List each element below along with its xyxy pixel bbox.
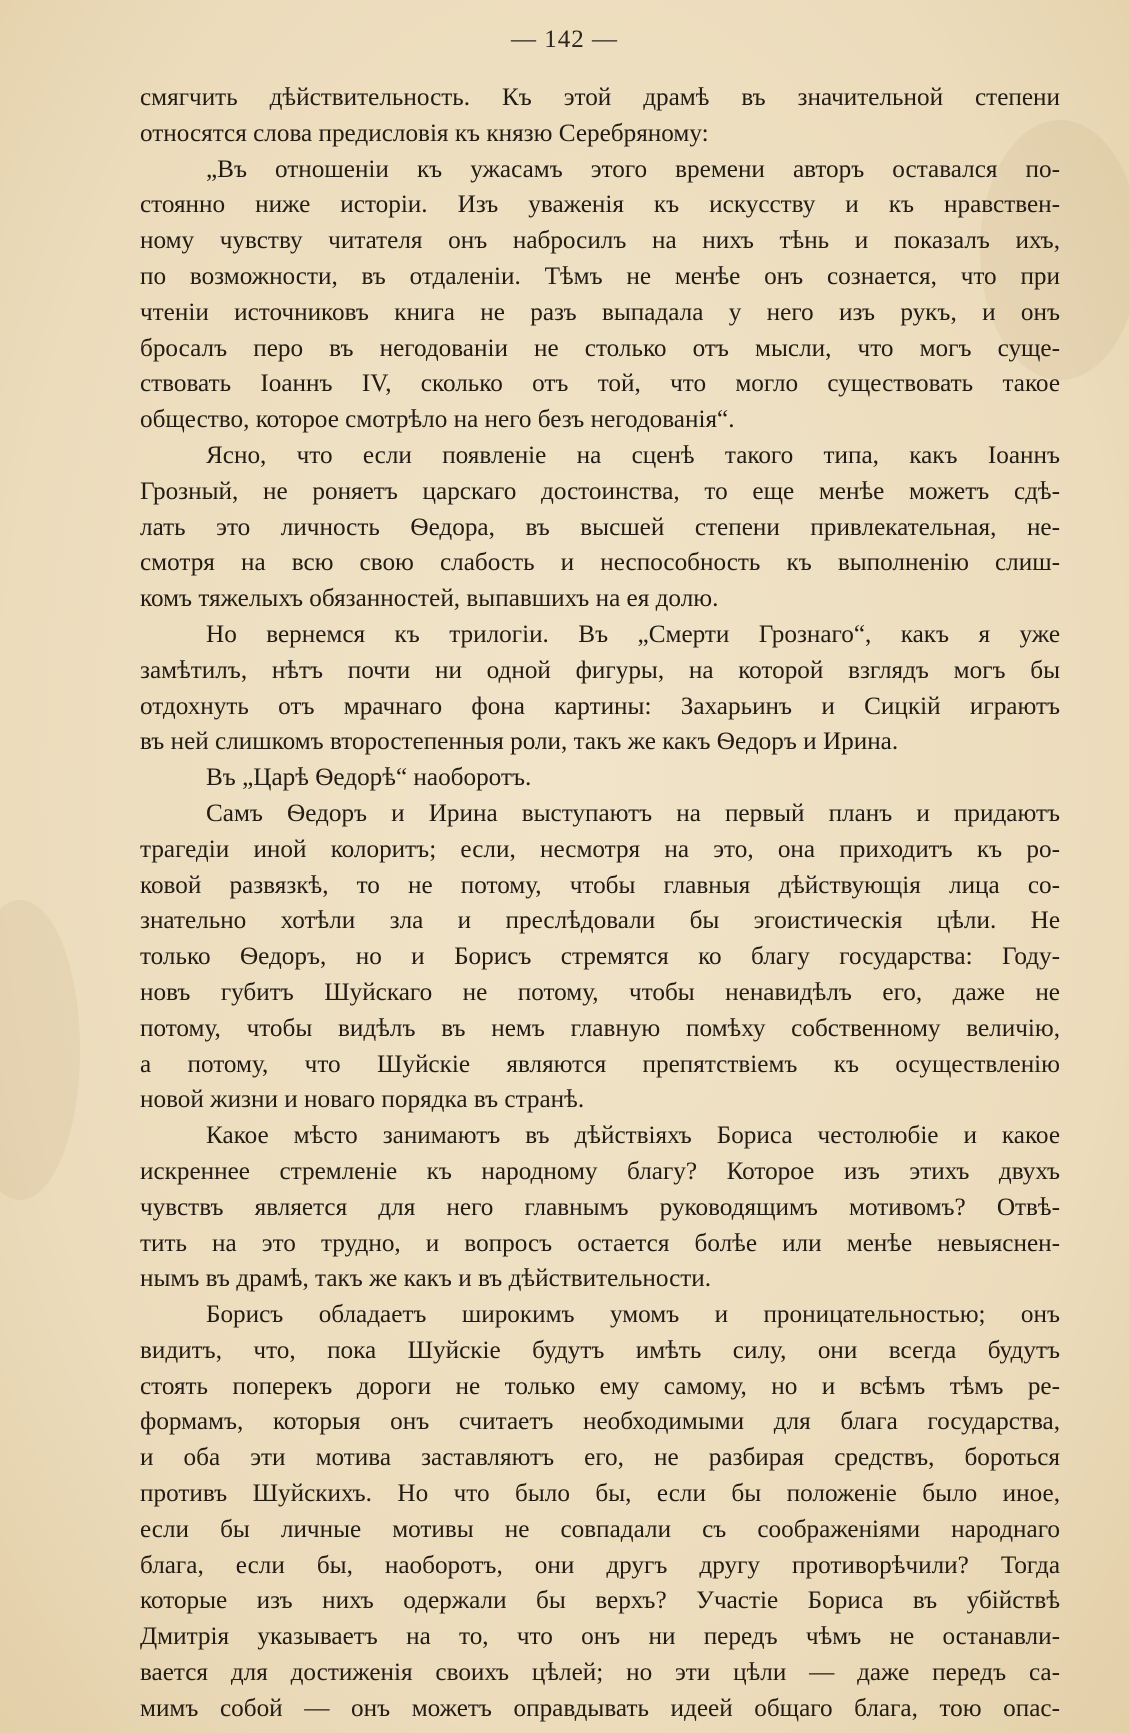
- text-line: Дмитрія указываетъ на то, что онъ ни передъ чѣмъ не останавли-: [140, 1623, 1060, 1651]
- text-line: бросалъ перо въ негодованіи не столько отъ мысли, что могъ суще-: [140, 334, 1060, 362]
- text-line: Какое мѣсто занимаютъ въ дѣйствіяхъ Бориса честолюбіе и какое: [206, 1122, 1060, 1150]
- text-line: потому, чтобы видѣлъ въ немъ главную помѣху собственному величію,: [140, 1014, 1060, 1042]
- text-line: новой жизни и новаго порядка въ странѣ.: [140, 1086, 585, 1114]
- text-line: искреннее стремленіе къ народному благу? Которое изъ этихъ двухъ: [140, 1157, 1060, 1185]
- text-line: ствовать Іоаннъ IV, сколько отъ той, что могло существовать такое: [140, 370, 1060, 398]
- text-line: новъ губитъ Шуйскаго не потому, чтобы ненавидѣлъ его, даже не: [140, 978, 1060, 1006]
- text-line: чтеніи источниковъ книга не разъ выпадала у него изъ рукъ, и онъ: [140, 298, 1060, 326]
- text-line: комъ тяжелыхъ обязанностей, выпавшихъ на ея долю.: [140, 585, 719, 613]
- paragraph: [140, 152, 1060, 438]
- paper-stain: [0, 900, 80, 1200]
- text-line: знательно хотѣли зла и преслѣдовали бы эгоистическія цѣли. Не: [140, 907, 1060, 935]
- paragraph: [140, 796, 1060, 1118]
- text-line: ковой развязкѣ, то не потому, чтобы главныя дѣйствующія лица со-: [140, 871, 1060, 899]
- text-line: ному чувству читателя онъ набросилъ на нихъ тѣнь и показалъ ихъ,: [140, 227, 1060, 255]
- text-line: и оба эти мотива заставляютъ его, не разбирая средствъ, бороться: [140, 1444, 1060, 1472]
- text-line: противъ Шуйскихъ. Но что было бы, если бы положеніе было иное,: [140, 1480, 1060, 1508]
- text-line: Но вернемся къ трилогіи. Въ „Смерти Грознаго“, какъ я уже: [206, 620, 1060, 648]
- text-line: замѣтилъ, нѣтъ почти ни одной фигуры, на которой взглядъ могъ бы: [140, 656, 1060, 684]
- text-line: лать это личность Ѳедора, въ высшей степени привлекательная, не-: [140, 513, 1060, 541]
- text-line: смягчить дѣйствительность. Къ этой драмѣ въ значительной степени: [140, 84, 1060, 111]
- text-line: если бы личные мотивы не совпадали съ соображеніями народнаго: [140, 1515, 1060, 1543]
- text-line: вается для достиженія своихъ цѣлей; но эти цѣли — даже передъ са-: [140, 1659, 1060, 1687]
- paragraph: [140, 760, 1060, 796]
- text-line: только Ѳедоръ, но и Борисъ стремятся ко благу государства: Году-: [140, 943, 1060, 971]
- text-line: отдохнуть отъ мрачнаго фона картины: Захарьинъ и Сицкій играютъ: [140, 692, 1060, 720]
- paragraph: [140, 80, 1060, 152]
- text-line: стоянно ниже исторіи. Изъ уваженія къ искусству и къ нравствен-: [140, 191, 1060, 219]
- paragraph: [140, 1118, 1060, 1297]
- page-number: — 142 —: [511, 26, 618, 53]
- text-line: по возможности, въ отдаленіи. Тѣмъ не менѣе онъ сознается, что при: [140, 262, 1060, 290]
- text-line: тить на это трудно, и вопросъ остается болѣе или менѣе невыяснен-: [140, 1229, 1060, 1257]
- text-line: трагедіи иной колоритъ; если, несмотря на это, она приходитъ къ ро-: [140, 835, 1060, 863]
- text-line: смотря на всю свою слабость и неспособность къ выполненію слиш-: [140, 549, 1060, 577]
- text-line: Въ „Царѣ Ѳедорѣ“ наоборотъ.: [206, 764, 532, 792]
- text-line: видитъ, что, пока Шуйскіе будутъ имѣть силу, они всегда будутъ: [140, 1336, 1060, 1364]
- text-line: а потому, что Шуйскіе являются препятствіемъ къ осуществленію: [140, 1050, 1060, 1078]
- text-line: стоять поперекъ дороги не только ему самому, но и всѣмъ тѣмъ ре-: [140, 1372, 1060, 1400]
- text-line: Грозный, не роняетъ царскаго достоинства, то еще менѣе можетъ сдѣ-: [140, 477, 1060, 505]
- text-line: формамъ, которыя онъ считаетъ необходимыми для блага государства,: [140, 1408, 1060, 1436]
- text-line: Самъ Ѳедоръ и Ирина выступаютъ на первый планъ и придаютъ: [206, 799, 1060, 827]
- body-text: [140, 80, 1060, 1727]
- paragraph: [140, 438, 1060, 617]
- text-line: въ ней слишкомъ второстепенныя роли, такъ же какъ Ѳедоръ и Ирина.: [140, 728, 899, 756]
- text-line: общество, которое смотрѣло на него безъ негодованія“.: [140, 406, 735, 434]
- text-line: которые изъ нихъ одержали бы верхъ? Участіе Бориса въ убійствѣ: [140, 1587, 1060, 1615]
- text-line: блага, если бы, наоборотъ, они другъ другу противорѣчили? Тогда: [140, 1551, 1060, 1579]
- paragraph: [140, 1297, 1060, 1727]
- text-line: мимъ собой — онъ можетъ оправдывать идеей общаго блага, тою опас-: [140, 1694, 1060, 1722]
- text-line: „Въ отношеніи къ ужасамъ этого времени авторъ оставался по-: [206, 155, 1060, 183]
- paragraph: [140, 617, 1060, 760]
- text-line: относятся слова предисловія къ князю Серебряному:: [140, 119, 709, 147]
- text-line: чувствъ является для него главнымъ руководящимъ мотивомъ? Отвѣ-: [140, 1193, 1060, 1221]
- text-line: нымъ въ драмѣ, такъ же какъ и въ дѣйствительности.: [140, 1265, 712, 1293]
- text-line: Борисъ обладаетъ широкимъ умомъ и проницательностью; онъ: [206, 1301, 1060, 1329]
- text-line: Ясно, что если появленіе на сценѣ такого типа, какъ Іоаннъ: [206, 441, 1060, 469]
